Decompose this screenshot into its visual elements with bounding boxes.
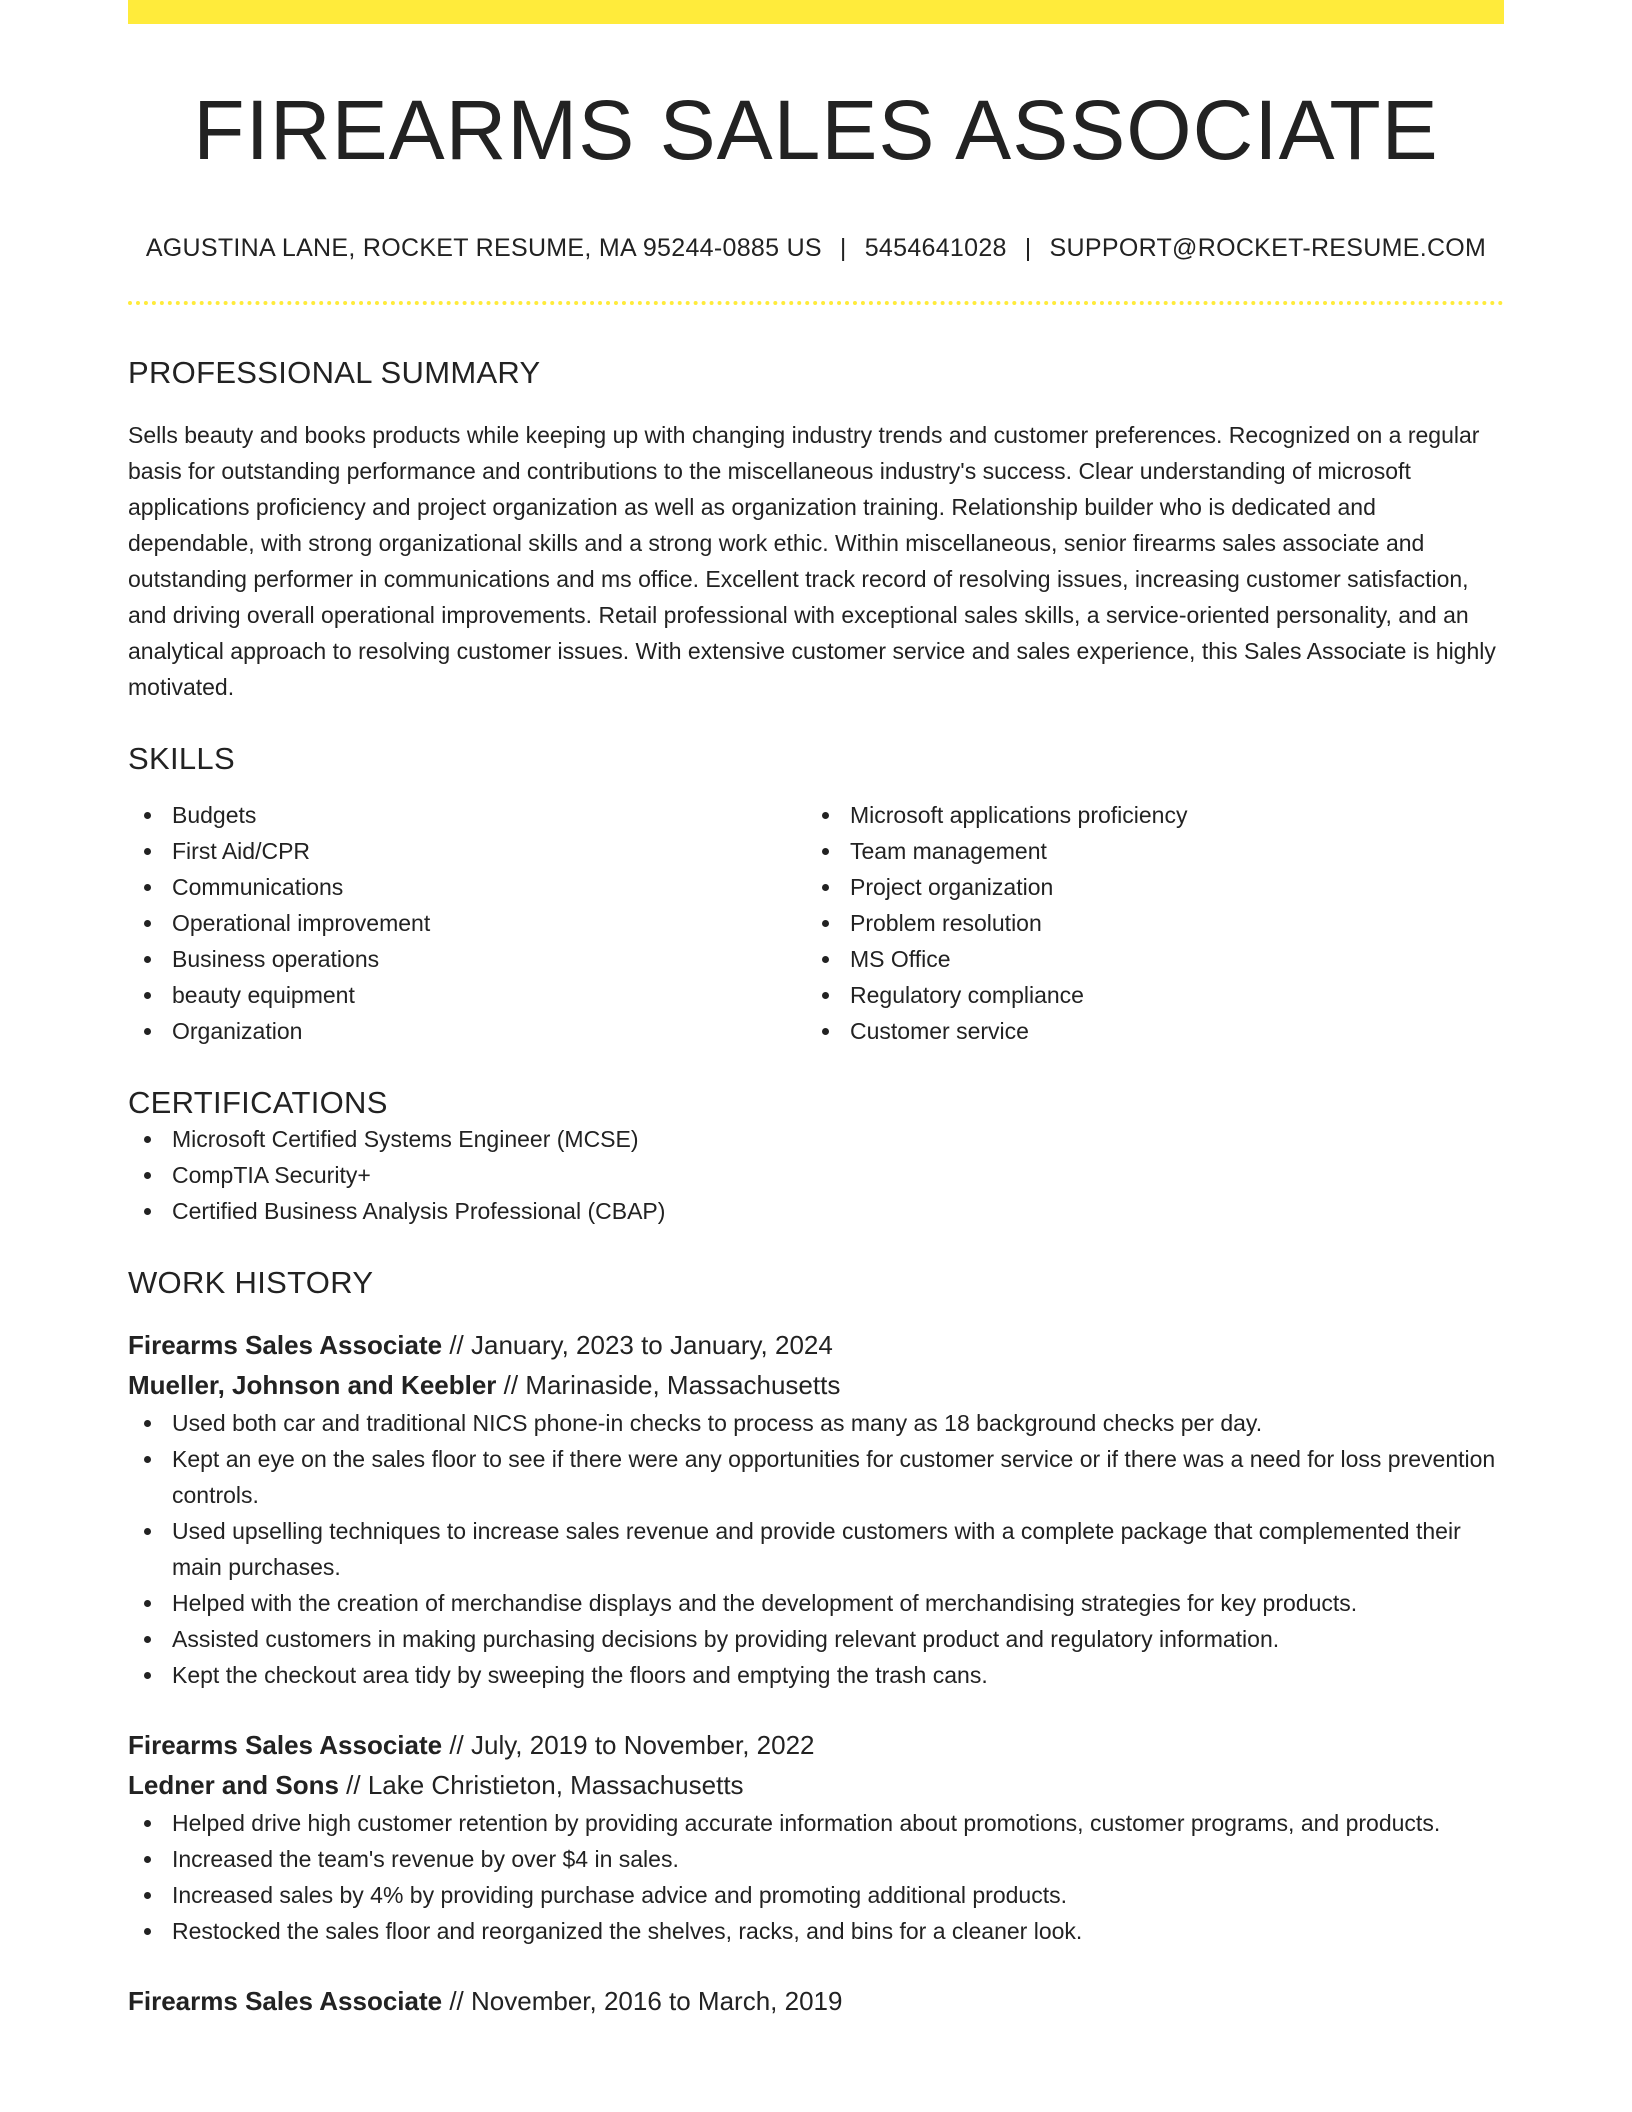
job-title: Firearms Sales Associate bbox=[128, 1986, 443, 2017]
skills-list-right bbox=[806, 797, 1484, 1049]
contact-email: SUPPORT@ROCKET-RESUME.COM bbox=[1049, 234, 1487, 263]
job-duty-item: Used upselling techniques to increase sales revenue and provide customers with a complete package that complemented their main purchases. bbox=[128, 1513, 1504, 1585]
job-title-line bbox=[128, 1981, 1504, 2021]
skills-heading: SKILLS bbox=[128, 741, 235, 777]
contact-phone: 5454641028 bbox=[864, 234, 1007, 263]
job-title-line bbox=[128, 1325, 1504, 1365]
skill-item: Operational improvement bbox=[128, 905, 806, 941]
job-entry bbox=[128, 1725, 1504, 1949]
resume-page bbox=[128, 0, 1504, 2021]
contact-address: AGUSTINA LANE, ROCKET RESUME, MA 95244-0885 US bbox=[145, 234, 822, 263]
job-company: Ledner and Sons bbox=[128, 1770, 339, 1801]
skills-column-left bbox=[128, 797, 806, 1049]
job-duties-list bbox=[128, 1805, 1504, 1949]
job-dates: // January, 2023 to January, 2024 bbox=[442, 1330, 833, 1361]
work-history-section bbox=[128, 1265, 1504, 2021]
skill-item: Communications bbox=[128, 869, 806, 905]
contact-separator: | bbox=[839, 234, 847, 263]
skill-item: Microsoft applications proficiency bbox=[806, 797, 1484, 833]
job-duty-item: Increased the team's revenue by over $4 in sales. bbox=[128, 1841, 1504, 1877]
accent-top-bar bbox=[128, 0, 1504, 24]
certifications-list bbox=[128, 1121, 1504, 1229]
job-title-line bbox=[128, 1725, 1504, 1765]
contact-line bbox=[128, 234, 1504, 263]
certification-item: Microsoft Certified Systems Engineer (MCSE) bbox=[128, 1121, 1504, 1157]
skill-item: Problem resolution bbox=[806, 905, 1484, 941]
summary-heading: PROFESSIONAL SUMMARY bbox=[128, 355, 541, 391]
job-dates: // November, 2016 to March, 2019 bbox=[442, 1986, 843, 2017]
summary-paragraph: Sells beauty and books products while keeping up with changing industry trends and customer preferences. Recognized on a regular basis for outstanding performance and contributions to the miscellaneous industry's success. Clear understanding of microsoft applications proficiency and project organization as well as organization training. Relationship builder who is dedicated and dependable, with strong organizational skills and a strong work ethic. Within miscellaneous, senior firearms sales associate and outstanding performer in communications and ms office. Excellent track record of resolving issues, increasing customer satisfaction, and driving overall operational improvements. Retail professional with exceptional sales skills, a service-oriented personality, and an analytical approach to resolving customer issues. With extensive customer service and sales experience, this Sales Associate is highly motivated. bbox=[128, 422, 1496, 701]
job-title: Firearms Sales Associate bbox=[128, 1730, 443, 1761]
job-duty-item: Used both car and traditional NICS phone-in checks to process as many as 18 background checks per day. bbox=[128, 1405, 1504, 1441]
skill-item: First Aid/CPR bbox=[128, 833, 806, 869]
job-entry bbox=[128, 1981, 1504, 2021]
job-duties-list bbox=[128, 1405, 1504, 1693]
skills-list-left bbox=[128, 797, 806, 1049]
skills-column-right bbox=[806, 797, 1484, 1049]
resume-title: FIREARMS SALES ASSOCIATE bbox=[193, 83, 1439, 177]
job-duty-item: Helped drive high customer retention by providing accurate information about promotions, customer programs, and products. bbox=[128, 1805, 1504, 1841]
job-duty-item: Restocked the sales floor and reorganized the shelves, racks, and bins for a cleaner look. bbox=[128, 1913, 1504, 1949]
certification-item: CompTIA Security+ bbox=[128, 1157, 1504, 1193]
dotted-divider bbox=[128, 301, 1504, 305]
skill-item: Project organization bbox=[806, 869, 1484, 905]
skill-item: Regulatory compliance bbox=[806, 977, 1484, 1013]
skill-item: Business operations bbox=[128, 941, 806, 977]
skills-section bbox=[128, 741, 1504, 1049]
certifications-section bbox=[128, 1085, 1504, 1229]
job-duty-item: Kept the checkout area tidy by sweeping the floors and emptying the trash cans. bbox=[128, 1657, 1504, 1693]
job-entry bbox=[128, 1325, 1504, 1693]
skill-item: Team management bbox=[806, 833, 1484, 869]
job-location: // Marinaside, Massachusetts bbox=[496, 1370, 841, 1401]
certifications-heading: CERTIFICATIONS bbox=[128, 1085, 388, 1121]
work-history-heading: WORK HISTORY bbox=[128, 1265, 374, 1301]
skill-item: Budgets bbox=[128, 797, 806, 833]
job-dates: // July, 2019 to November, 2022 bbox=[442, 1730, 815, 1761]
skills-grid bbox=[128, 797, 1504, 1049]
summary-section bbox=[128, 355, 1504, 705]
job-duty-item: Helped with the creation of merchandise displays and the development of merchandising strategies for key products. bbox=[128, 1585, 1504, 1621]
certification-item: Certified Business Analysis Professional (CBAP) bbox=[128, 1193, 1504, 1229]
skill-item: Customer service bbox=[806, 1013, 1484, 1049]
job-duty-item: Increased sales by 4% by providing purchase advice and promoting additional products. bbox=[128, 1877, 1504, 1913]
skill-item: beauty equipment bbox=[128, 977, 806, 1013]
job-duty-item: Kept an eye on the sales floor to see if there were any opportunities for customer service or if there was a need for loss prevention controls. bbox=[128, 1441, 1504, 1513]
job-company-line bbox=[128, 1765, 1504, 1805]
job-title: Firearms Sales Associate bbox=[128, 1330, 443, 1361]
job-company: Mueller, Johnson and Keebler bbox=[128, 1370, 497, 1401]
contact-separator: | bbox=[1024, 234, 1032, 263]
job-location: // Lake Christieton, Massachusetts bbox=[338, 1770, 744, 1801]
skill-item: MS Office bbox=[806, 941, 1484, 977]
job-duty-item: Assisted customers in making purchasing decisions by providing relevant product and regulatory information. bbox=[128, 1621, 1504, 1657]
job-company-line bbox=[128, 1365, 1504, 1405]
skill-item: Organization bbox=[128, 1013, 806, 1049]
